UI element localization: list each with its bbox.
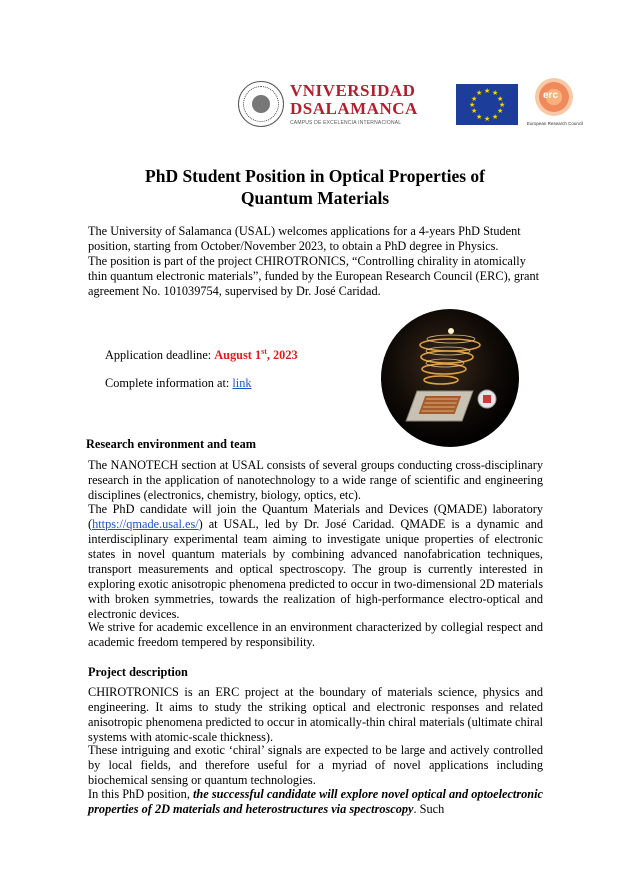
deadline-date-day: August 1 [214, 348, 262, 363]
research-paragraph-2-before: The PhD candidate will join the Quantum Materials and Devices (QMADE) laboratory ( [88, 502, 543, 531]
usal-logo [290, 82, 446, 126]
erc-logo [526, 76, 584, 132]
intro-paragraph-1: The University of Salamanca (USAL) welcomes applications for a 4-years PhD Student position, starting from October/November 2023, to obtain a PhD degree in Physics. [88, 224, 521, 253]
complete-info-link[interactable]: link [232, 376, 252, 390]
header-logos [238, 76, 584, 132]
erc-logo-name: European Research Council [526, 121, 584, 126]
project-paragraph-3-before: In this PhD position, [88, 787, 193, 801]
application-deadline [105, 347, 298, 363]
research-paragraph-2 [88, 502, 543, 622]
usal-logo-campus: CAMPUS DE EXCELENCIA INTERNACIONAL [290, 120, 402, 126]
research-paragraph-1: The NANOTECH section at USAL consists of several groups conducting cross-disciplinary research in the application of nanotechnology to a wide range of scientific and engineering disciplines (electronics, chemistry, biology, optics, etc). [88, 458, 543, 502]
deadline-label: Application deadline: [105, 348, 215, 363]
chip-illustration [381, 309, 519, 447]
research-paragraph-2-after: ) at USAL, led by Dr. José Caridad. QMADE is a dynamic and interdisciplinary experimental team aiming to investigate unique properties of electronic states in novel quantum materials by combining advanced nanofabrication techniques, transport measurements and optical spectroscopy. The group is currently interested in exploring exotic anisotropic phenomena predicted to occur in two-dimensional 2D materials with broken symmetries, towards the realization of high-performance electro-optical and electronic devices. [88, 517, 543, 621]
qmade-url-link[interactable]: https://qmade.usal.es/ [92, 517, 199, 531]
chip-illustration-svg [381, 309, 519, 447]
complete-information [105, 376, 252, 391]
university-seal-icon [238, 81, 284, 127]
erc-logo-mark: erc [543, 90, 559, 101]
intro-paragraph-2: The position is part of the project CHIROTRONICS, “Controlling chirality in atomically thin quantum electronic materials”, funded by the European Research Council (ERC), grant agreement No. 101039754, supervised by Dr. José Caridad. [88, 254, 540, 298]
deadline-date [214, 348, 297, 362]
complete-info-label: Complete information at: [105, 376, 233, 390]
deadline-date-year: , 2023 [266, 348, 298, 363]
project-paragraph-3 [88, 787, 543, 817]
page-title-line2: Quantum Materials [240, 188, 390, 208]
research-paragraph-3: We strive for academic excellence in an environment characterized by collegial respect and academic freedom tempered by responsibility. [88, 620, 543, 649]
project-heading: Project description [88, 665, 188, 679]
deadline-date-suffix: st [261, 347, 267, 356]
page-title [80, 165, 550, 209]
project-paragraph-3-emphasis: the successful candidate will explore novel optical and optoelectronic properties of 2D materials and heterostructures via spectroscopy [88, 787, 543, 816]
project-paragraph-1: CHIROTRONICS is an ERC project at the boundary of materials science, physics and engineering. It aims to study the striking optical and electronic responses and related anisotropic phenomena predicted to occur in atomically-thin chiral materials (ultimate chiral systems with atomic-scale thickness). [88, 685, 543, 744]
page-title-line1: PhD Student Position in Optical Properties of [145, 166, 485, 186]
eu-flag-icon: ★ ★ ★ ★ ★ ★ ★ ★ ★ ★ ★ ★ [456, 84, 518, 125]
project-paragraph-2: These intriguing and exotic ‘chiral’ signals are expected to be large and actively controlled by local fields, and therefore useful for a myriad of novel applications including biochemical sensing or quantum technologies. [88, 743, 543, 787]
usal-logo-line2: DSALAMANCA [290, 99, 418, 118]
usal-logo-line1: VNIVERSIDAD [290, 81, 416, 100]
research-heading: Research environment and team [86, 437, 256, 451]
project-paragraph-3-after: . Such [413, 802, 445, 816]
